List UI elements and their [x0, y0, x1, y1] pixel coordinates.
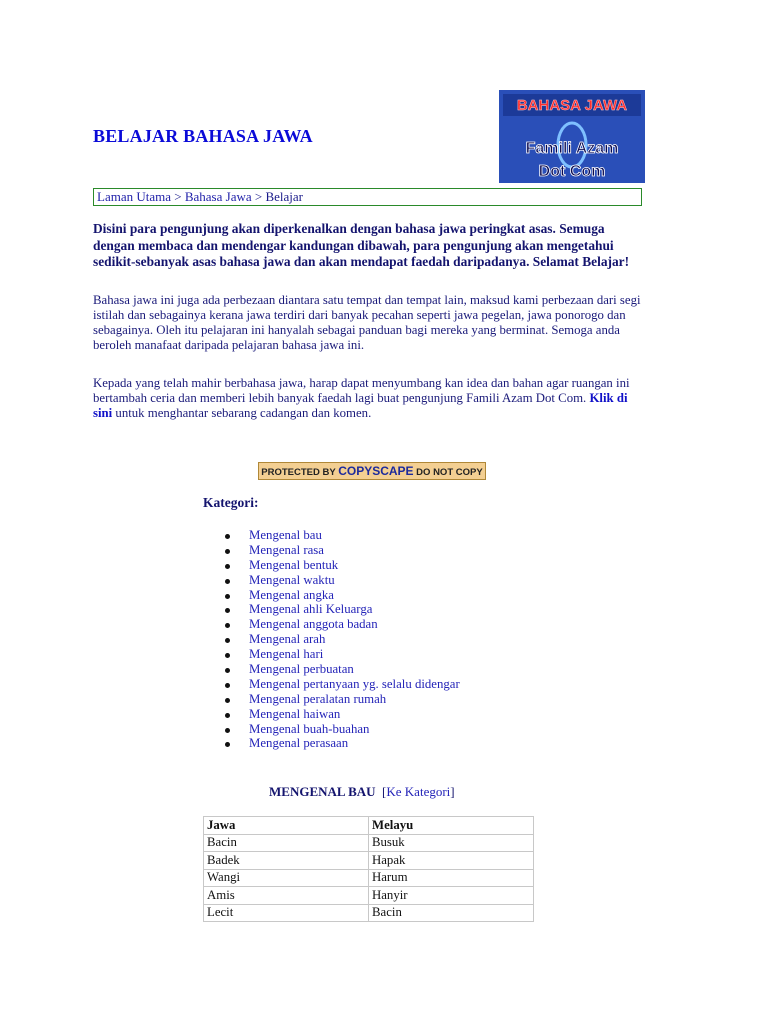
bullet-icon	[225, 623, 230, 628]
category-link[interactable]: Mengenal perbuatan	[249, 662, 354, 677]
bullet-icon	[225, 698, 230, 703]
table-row	[204, 834, 534, 852]
vocabulary-table	[203, 816, 534, 922]
table-cell: Hanyir	[369, 887, 534, 905]
section-title: MENGENAL BAU	[269, 784, 376, 799]
category-list	[225, 528, 460, 751]
bracket-close: ]	[450, 784, 455, 799]
category-link[interactable]: Mengenal waktu	[249, 572, 335, 587]
category-item[interactable]	[225, 632, 460, 647]
category-item[interactable]	[225, 543, 460, 558]
bullet-icon	[225, 742, 230, 747]
back-to-category-link[interactable]: Ke Kategori	[386, 784, 451, 799]
contribution-text-end: untuk menghantar sebarang cadangan dan komen.	[112, 406, 372, 420]
category-item[interactable]	[225, 602, 460, 617]
category-item[interactable]	[225, 617, 460, 632]
breadcrumb-current: Belajar	[265, 189, 304, 204]
bullet-icon	[225, 683, 230, 688]
contact-link[interactable]: Klik di sini	[93, 391, 628, 420]
category-link[interactable]: Mengenal arah	[249, 632, 326, 647]
category-link[interactable]: Mengenal ahli Keluarga	[249, 602, 373, 617]
page-title: BELAJAR BAHASA JAWA	[93, 126, 313, 146]
bullet-icon	[225, 668, 230, 673]
copyscape-prefix: PROTECTED BY	[261, 467, 339, 478]
breadcrumb	[93, 188, 642, 206]
table-header-row	[204, 817, 534, 835]
contribution-paragraph	[93, 376, 641, 421]
category-link[interactable]: Mengenal buah-buahan	[249, 721, 370, 736]
category-link[interactable]: Mengenal pertanyaan yg. selalu didengar	[249, 676, 460, 691]
table-cell: Badek	[204, 852, 369, 870]
bullet-icon	[225, 594, 230, 599]
copyscape-brand: COPYSCAPE	[338, 464, 414, 478]
category-item[interactable]	[225, 662, 460, 677]
bullet-icon	[225, 653, 230, 658]
bullet-icon	[225, 549, 230, 554]
category-link[interactable]: Mengenal angka	[249, 587, 334, 602]
category-item[interactable]	[225, 677, 460, 692]
category-link[interactable]: Mengenal peralatan rumah	[249, 691, 387, 706]
column-header-melayu: Melayu	[369, 817, 534, 835]
category-item[interactable]	[225, 692, 460, 707]
table-cell: Hapak	[369, 852, 534, 870]
category-link[interactable]: Mengenal bau	[249, 528, 322, 542]
category-link[interactable]: Mengenal haiwan	[249, 706, 341, 721]
table-cell: Bacin	[204, 834, 369, 852]
description-paragraph: Bahasa jawa ini juga ada perbezaan diantara satu tempat dan tempat lain, maksud kami perbezaan dari segi istilah dan sebagainya kerana jawa terdiri dari banyak pecahan seperti jawa pegelan, jawa ponorogo dan sebagainya. Oleh itu pelajaran ini hanyalah sebagai panduan bagi mereka yang berminat. Semoga anda beroleh manafaat daripada pelajaran bahasa jawa ini.	[93, 293, 641, 352]
table-cell: Busuk	[369, 834, 534, 852]
category-item[interactable]	[225, 573, 460, 588]
table-cell: Lecit	[204, 904, 369, 922]
site-logo[interactable]	[499, 90, 645, 183]
bullet-icon	[225, 564, 230, 569]
category-item[interactable]	[225, 707, 460, 722]
bullet-icon	[225, 728, 230, 733]
table-cell: Bacin	[369, 904, 534, 922]
bullet-icon	[225, 534, 230, 539]
intro-text: Disini para pengunjung akan diperkenalkan dengan bahasa jawa peringkat asas. Semuga dengan membaca dan mendengar kandungan dibawah, para pengunjung akan mengetahui sedikit-sebanyak asas bahasa jawa dan akan mendapat faedah daripadanya. Selamat Belajar!	[93, 221, 630, 269]
category-label: Kategori:	[203, 495, 259, 510]
bullet-icon	[225, 608, 230, 613]
breadcrumb-separator: >	[251, 189, 266, 204]
breadcrumb-category-link[interactable]: Bahasa Jawa	[184, 189, 252, 204]
breadcrumb-home-link[interactable]: Laman Utama	[97, 189, 171, 204]
table-cell: Wangi	[204, 869, 369, 887]
table-cell: Amis	[204, 887, 369, 905]
category-link[interactable]: Mengenal rasa	[249, 542, 324, 557]
category-item[interactable]	[225, 736, 460, 751]
bullet-icon	[225, 638, 230, 643]
bracket-open: [	[382, 784, 387, 799]
table-row	[204, 869, 534, 887]
table-row	[204, 852, 534, 870]
section-heading	[269, 784, 455, 800]
bullet-icon	[225, 713, 230, 718]
svg-text:Famili Azam: Famili Azam	[525, 140, 619, 157]
category-item[interactable]	[225, 558, 460, 573]
category-item[interactable]	[225, 588, 460, 603]
copyscape-suffix: DO NOT COPY	[413, 467, 483, 478]
table-cell: Harum	[369, 869, 534, 887]
svg-text:Dot Com: Dot Com	[538, 163, 606, 180]
column-header-jawa: Jawa	[204, 817, 369, 835]
breadcrumb-separator: >	[171, 189, 185, 204]
category-link[interactable]: Mengenal hari	[249, 647, 324, 662]
category-item[interactable]	[225, 647, 460, 662]
category-item[interactable]	[225, 722, 460, 737]
contribution-text: Kepada yang telah mahir berbahasa jawa, harap dapat menyumbang kan idea dan bahan agar ruangan ini bertambah ceria dan memberi lebih banyak faedah lagi buat pengunjung Famili Azam Dot Com.	[93, 376, 630, 405]
copyscape-badge[interactable]	[258, 462, 486, 480]
table-row	[204, 904, 534, 922]
category-link[interactable]: Mengenal perasaan	[249, 736, 349, 751]
category-link[interactable]: Mengenal bentuk	[249, 557, 339, 572]
category-item[interactable]	[225, 528, 460, 543]
table-row	[204, 887, 534, 905]
category-link[interactable]: Mengenal anggota badan	[249, 617, 378, 632]
bullet-icon	[225, 579, 230, 584]
svg-text:BAHASA JAWA: BAHASA JAWA	[516, 97, 628, 114]
